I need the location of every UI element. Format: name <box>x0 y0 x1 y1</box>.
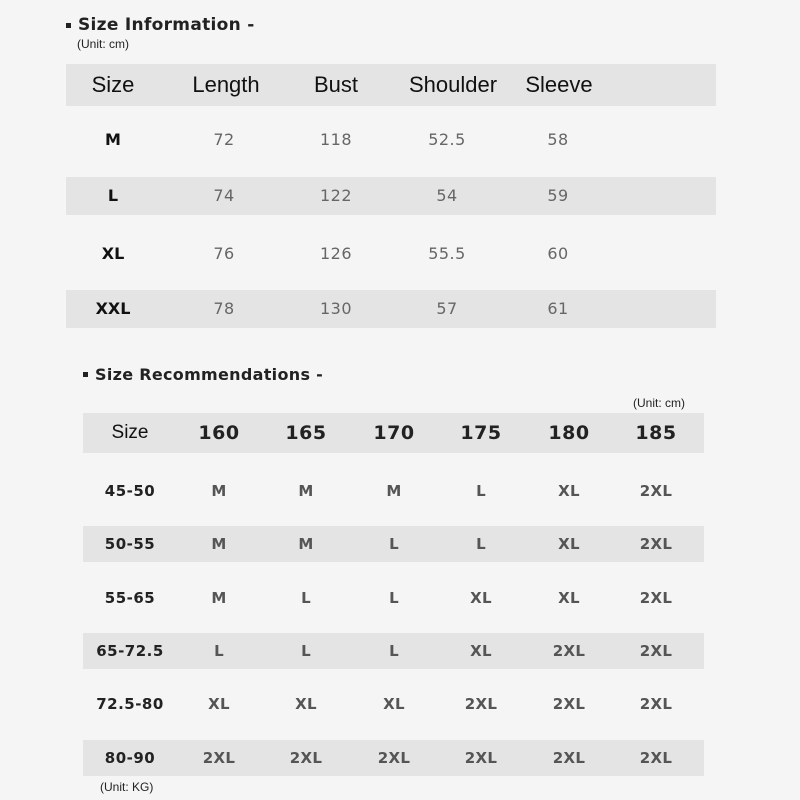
size-label: M <box>105 130 121 150</box>
size-label: L <box>107 186 119 206</box>
size-info-title <box>66 15 255 35</box>
table-row <box>83 740 704 776</box>
sleeve-value: 61 <box>547 299 569 319</box>
length-value: 74 <box>213 186 235 206</box>
size-cell: 2XL <box>639 642 673 660</box>
header-size: Size <box>111 421 149 443</box>
sleeve-value: 59 <box>547 186 569 206</box>
table-row <box>66 121 716 159</box>
bust-value: 118 <box>319 130 353 150</box>
sleeve-value: 60 <box>547 244 569 264</box>
header-height: 185 <box>635 421 677 444</box>
shoulder-value: 57 <box>436 299 458 319</box>
bullet-square-icon <box>83 372 88 377</box>
table-row <box>66 177 716 215</box>
size-cell: 2XL <box>552 642 586 660</box>
size-cell: 2XL <box>552 695 586 713</box>
table-row <box>83 633 704 669</box>
size-cell: L <box>389 589 399 607</box>
size-cell: M <box>211 482 227 500</box>
shoulder-value: 54 <box>436 186 458 206</box>
bust-value: 126 <box>319 244 353 264</box>
bullet-square-icon <box>66 23 71 28</box>
size-rec-unit-cm: (Unit: cm) <box>633 396 685 410</box>
weight-range: 65-72.5 <box>96 642 164 660</box>
size-cell: M <box>211 589 227 607</box>
size-cell: XL <box>558 482 580 500</box>
bust-value: 122 <box>319 186 353 206</box>
length-value: 78 <box>213 299 235 319</box>
size-cell: 2XL <box>639 749 673 767</box>
header-size: Size <box>91 71 135 97</box>
header-sleeve: Sleeve <box>525 71 593 97</box>
table-row <box>66 290 716 328</box>
size-cell: XL <box>470 589 492 607</box>
table-header-row <box>83 413 704 453</box>
size-cell: 2XL <box>639 482 673 500</box>
weight-range: 72.5-80 <box>96 695 164 713</box>
size-cell: L <box>301 642 311 660</box>
header-shoulder: Shoulder <box>408 71 498 97</box>
size-cell: L <box>214 642 224 660</box>
header-height: 180 <box>548 421 590 444</box>
weight-range: 55-65 <box>104 589 156 607</box>
size-cell: 2XL <box>639 695 673 713</box>
weight-range: 80-90 <box>104 749 156 767</box>
size-cell: XL <box>208 695 230 713</box>
sleeve-value: 58 <box>547 130 569 150</box>
size-cell: XL <box>558 589 580 607</box>
size-cell: XL <box>470 642 492 660</box>
size-info-table <box>66 64 716 328</box>
size-cell: 2XL <box>202 749 236 767</box>
shoulder-value: 52.5 <box>428 130 466 150</box>
header-bust: Bust <box>313 71 359 97</box>
size-cell: 2XL <box>289 749 323 767</box>
size-label: XL <box>101 244 125 264</box>
header-height: 160 <box>198 421 240 444</box>
table-row <box>83 473 704 509</box>
size-rec-unit-kg: (Unit: KG) <box>100 780 154 794</box>
length-value: 76 <box>213 244 235 264</box>
size-cell: M <box>298 482 314 500</box>
header-height: 170 <box>373 421 415 444</box>
size-cell: L <box>476 482 486 500</box>
table-row <box>83 580 704 616</box>
weight-range: 45-50 <box>104 482 156 500</box>
size-cell: L <box>389 535 399 553</box>
size-cell: L <box>389 642 399 660</box>
size-cell: 2XL <box>464 749 498 767</box>
size-cell: M <box>298 535 314 553</box>
shoulder-value: 55.5 <box>428 244 466 264</box>
size-cell: M <box>211 535 227 553</box>
size-cell: 2XL <box>639 589 673 607</box>
table-row <box>83 526 704 562</box>
size-cell: 2XL <box>377 749 411 767</box>
size-cell: 2XL <box>639 535 673 553</box>
header-height: 165 <box>285 421 327 444</box>
size-cell: M <box>386 482 402 500</box>
size-rec-title-text: Size Recommendations - <box>95 365 324 384</box>
size-rec-table <box>83 413 704 778</box>
table-header-row <box>66 64 716 106</box>
size-cell: 2XL <box>464 695 498 713</box>
size-rec-title <box>83 365 323 384</box>
length-value: 72 <box>213 130 235 150</box>
size-cell: 2XL <box>552 749 586 767</box>
size-cell: XL <box>558 535 580 553</box>
size-cell: XL <box>383 695 405 713</box>
bust-value: 130 <box>319 299 353 319</box>
table-row <box>83 686 704 722</box>
size-cell: L <box>301 589 311 607</box>
header-height: 175 <box>460 421 502 444</box>
header-length: Length <box>192 71 260 97</box>
size-cell: L <box>476 535 486 553</box>
size-label: XXL <box>95 299 131 319</box>
weight-range: 50-55 <box>104 535 156 553</box>
size-info-title-text: Size Information - <box>78 15 255 35</box>
size-info-unit: (Unit: cm) <box>77 37 129 51</box>
size-cell: XL <box>295 695 317 713</box>
table-row <box>66 235 716 273</box>
